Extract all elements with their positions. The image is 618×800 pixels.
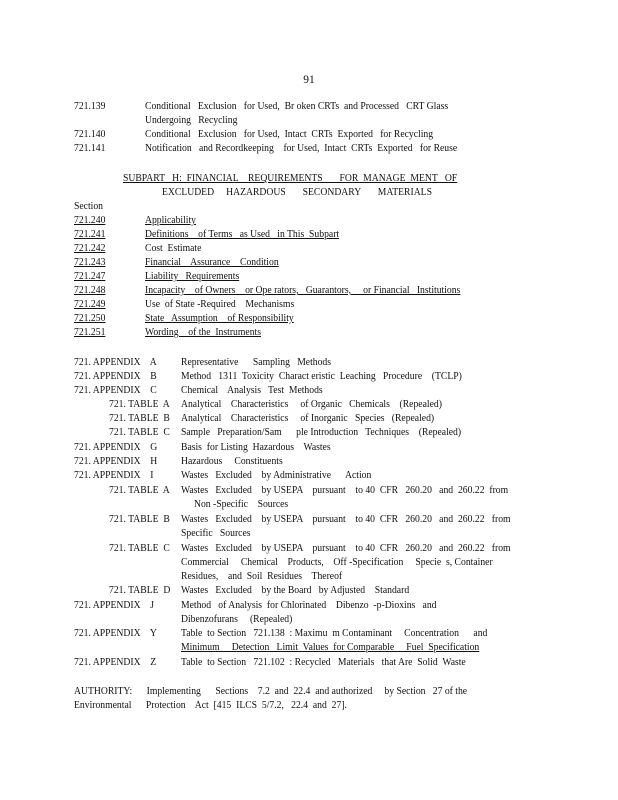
subpart-section-number: 721.248	[74, 285, 106, 296]
table-title-continued: Specific Sources	[181, 528, 251, 539]
section-title-continued: Undergoing Recycling	[145, 115, 238, 126]
appendix-title: Method of Analysis for Chlorinated Dibenzo -p-Dioxins and	[181, 600, 437, 611]
table-label: 721. TABLE C	[109, 427, 170, 438]
section-title: Conditional Exclusion for Used, Br oken CRTs and Processed CRT Glass	[145, 101, 449, 112]
section-title: Notification and Recordkeeping for Used, Intact CRTs Exported for Reuse	[145, 143, 458, 154]
authority-line-1: AUTHORITY: Implementing Sections 7.2 and 22.4 and authorized by Section 27 of the	[74, 686, 468, 697]
subpart-section-number: 721.250	[74, 313, 106, 324]
subpart-section-number: 721.243	[74, 257, 106, 268]
appendix-title: Method 1311 Toxicity Charact eristic Leaching Procedure (TCLP)	[181, 371, 462, 382]
appendix-label: 721. APPENDIX J	[74, 600, 155, 611]
appendix-label: 721. APPENDIX G	[74, 442, 158, 453]
section-number: 721.141	[74, 143, 106, 154]
subpart-section-number: 721.240	[74, 215, 106, 226]
section-title: Conditional Exclusion for Used, Intact CRTs Exported for Recycling	[145, 129, 434, 140]
appendix-title-continued: Dibenzofurans (Repealed)	[181, 614, 293, 625]
table-label: 721. TABLE B	[109, 514, 170, 525]
appendix-label: 721. APPENDIX C	[74, 385, 157, 396]
subpart-section-title: Definitions of Terms as Used in This Subpart	[145, 229, 340, 240]
appendix-label: 721. APPENDIX H	[74, 456, 158, 467]
section-column-label: Section	[74, 201, 103, 212]
table-title-continued: Non -Specific Sources	[194, 499, 289, 510]
table-label: 721. TABLE D	[109, 585, 171, 596]
subpart-section-title: State Assumption of Responsibility	[145, 313, 294, 324]
subpart-section-number: 721.251	[74, 327, 106, 338]
appendix-title: Table to Section 721.138 : Maximu m Contaminant Concentration and	[181, 628, 488, 639]
subpart-section-title: Incapacity of Owners or Ope rators, Guarantors, or Financial Institutions	[145, 285, 461, 296]
subpart-heading-line-2: EXCLUDED HAZARDOUS SECONDARY MATERIALS	[162, 187, 432, 198]
table-title: Analytical Characteristics of Inorganic Species (Repealed)	[181, 413, 435, 424]
appendix-title: Basis for Listing Hazardous Wastes	[181, 442, 331, 453]
appendix-label: 721. APPENDIX B	[74, 371, 157, 382]
appendix-title-continued: Minimum Detection Limit Values for Comparable Fuel Specification	[181, 642, 480, 653]
appendix-title: Hazardous Constituents	[181, 456, 283, 467]
section-number: 721.139	[74, 101, 106, 112]
subpart-section-number: 721.242	[74, 243, 106, 254]
subpart-section-number: 721.249	[74, 299, 106, 310]
subpart-section-title: Applicability	[145, 215, 197, 226]
table-title: Sample Preparation/Sam ple Introduction Techniques (Repealed)	[181, 427, 462, 438]
table-title: Wastes Excluded by USEPA pursuant to 40 CFR 260.20 and 260.22 from	[181, 543, 511, 554]
appendix-label: 721. APPENDIX I	[74, 470, 154, 481]
authority-line-2: Environmental Protection Act [415 ILCS 5/7.2, 22.4 and 27].	[74, 700, 347, 711]
subpart-section-number: 721.247	[74, 271, 106, 282]
appendix-title: Representative Sampling Methods	[181, 357, 332, 368]
table-title-continued: Residues, and Soil Residues Thereof	[181, 571, 343, 582]
table-label: 721. TABLE A	[109, 399, 170, 410]
table-title: Wastes Excluded by USEPA pursuant to 40 CFR 260.20 and 260.22 from	[181, 514, 511, 525]
table-title: Wastes Excluded by USEPA pursuant to 40 CFR 260.20 and 260.22 from	[181, 485, 509, 496]
appendix-title: Chemical Analysis Test Methods	[181, 385, 323, 396]
subpart-section-number: 721.241	[74, 229, 106, 240]
subpart-section-title: Cost Estimate	[145, 243, 202, 254]
appendix-title: Wastes Excluded by Administrative Action	[181, 470, 372, 481]
subpart-section-title: Liability Requirements	[145, 271, 240, 282]
table-label: 721. TABLE A	[109, 485, 170, 496]
table-title: Analytical Characteristics of Organic Chemicals (Repealed)	[181, 399, 442, 410]
appendix-label: 721. APPENDIX Y	[74, 628, 157, 639]
table-title: Wastes Excluded by the Board by Adjusted Standard	[181, 585, 410, 596]
section-number: 721.140	[74, 129, 106, 140]
subpart-section-title: Financial Assurance Condition	[145, 257, 279, 268]
appendix-label: 721. APPENDIX Z	[74, 657, 157, 668]
page-number: 91	[303, 74, 315, 86]
table-label: 721. TABLE C	[109, 543, 170, 554]
appendix-title: Table to Section 721.102 : Recycled Materials that Are Solid Waste	[181, 657, 466, 668]
table-label: 721. TABLE B	[109, 413, 170, 424]
subpart-section-title: Wording of the Instruments	[145, 327, 261, 338]
subpart-heading-line-1: SUBPART H: FINANCIAL REQUIREMENTS FOR MANAGE MENT OF	[123, 173, 458, 184]
subpart-section-title: Use of State -Required Mechanisms	[145, 299, 295, 310]
appendix-label: 721. APPENDIX A	[74, 357, 157, 368]
table-title-continued: Commercial Chemical Products, Off -Specification Specie s, Container	[181, 557, 493, 568]
